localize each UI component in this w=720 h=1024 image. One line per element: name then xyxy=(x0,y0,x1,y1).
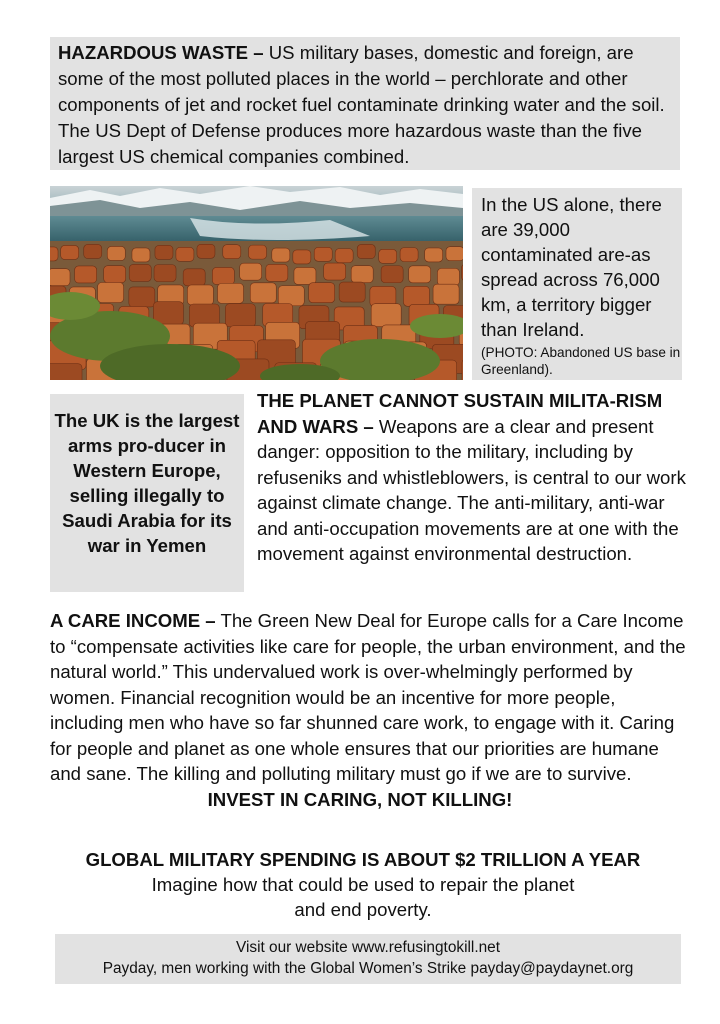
barrel xyxy=(50,269,70,286)
photo-caption: (PHOTO: Abandoned US base in Greenland). xyxy=(481,345,681,377)
barrel xyxy=(240,263,262,280)
military-spending-section xyxy=(0,848,720,922)
barrel xyxy=(223,245,241,259)
barrel xyxy=(50,247,58,261)
hazardous-waste-box xyxy=(50,37,680,170)
footer-contact: Payday, men working with the Global Women’s Strike payday@paydaynet.org xyxy=(102,959,634,977)
footer-website: Visit our website www.refusingtokill.net xyxy=(235,939,501,956)
uk-arms-box xyxy=(50,394,244,592)
barrel xyxy=(437,268,459,285)
barrel xyxy=(129,264,151,281)
barrel xyxy=(84,244,102,258)
barrel xyxy=(293,250,311,264)
hazardous-waste-body: US military bases, domestic and foreign, are some of the most polluted places in the world – perchlorate and other components of jet and rocket fuel contaminate drinking water and the soil. The US Dept of Defense produces more hazardous waste than the five largest US chemical companies combined. xyxy=(58,42,665,167)
barrel xyxy=(132,248,150,262)
military-spending-title: GLOBAL MILITARY SPENDING IS ABOUT $2 TRILLION A YEAR xyxy=(85,849,641,870)
barrel xyxy=(61,245,79,259)
planet-militarism-body: Weapons are a clear and present danger: opposition to the military, including by refuseniks and whistleblowers, is central to our work against climate change. The anti-military, anti-war and anti-occupation movements are at one with the movement against environmental destruction. xyxy=(257,415,686,564)
barrel xyxy=(379,249,397,263)
care-slogan: INVEST IN CARING, NOT KILLING! xyxy=(207,788,513,810)
care-income-body: The Green New Deal for Europe calls for a Care Income to “compensate activities like care for people, the urban environment, and the natural world.” This undervalued work is over-whelmingly performed by women. Financial recognition would be an incentive for more people, including men who have so far shunned care work, to engage with it. Caring for people and planet as one whole ensures that our priorities are humane and sane. The killing and polluting military must go if we are to survive. xyxy=(50,610,686,784)
barrel xyxy=(183,269,205,286)
barrel xyxy=(462,264,463,281)
barrel xyxy=(129,287,155,307)
barrel xyxy=(351,266,373,283)
contaminated-areas-box xyxy=(472,188,682,380)
barrel xyxy=(225,304,255,327)
barrel xyxy=(249,245,267,259)
barrel xyxy=(309,283,335,303)
barrel xyxy=(446,247,463,261)
barrel xyxy=(324,263,346,280)
barrel xyxy=(154,265,176,282)
military-spending-line-2: and end poverty. xyxy=(294,899,432,920)
footer-box xyxy=(55,934,681,984)
abandoned-barrels-photo xyxy=(50,186,463,380)
barrel xyxy=(75,266,97,283)
planet-militarism-section xyxy=(257,388,687,567)
barrel xyxy=(176,247,194,261)
barrel xyxy=(294,267,316,284)
barrels-illustration xyxy=(50,186,463,380)
planet-militarism-heading: THE PLANET CANNOT SUSTAIN MILITA-RISM AND WARS – xyxy=(257,390,663,437)
barrel xyxy=(104,266,126,283)
barrel xyxy=(266,264,288,281)
military-spending-line-1: Imagine how that could be used to repair the planet xyxy=(151,874,575,895)
barrel xyxy=(197,244,215,258)
barrel xyxy=(381,266,403,283)
barrel xyxy=(335,249,353,263)
barrel xyxy=(371,304,401,327)
barrel xyxy=(272,248,290,262)
barrel xyxy=(400,248,418,262)
barrel xyxy=(339,282,365,302)
barrel xyxy=(314,247,332,261)
barrel xyxy=(403,286,429,306)
barrel xyxy=(98,282,124,302)
barrel xyxy=(50,364,82,380)
care-income-heading: A CARE INCOME – xyxy=(50,610,216,631)
barrel xyxy=(187,285,213,305)
barrel xyxy=(425,248,443,262)
contaminated-areas-text: In the US alone, there are 39,000 contaminated are-as spread across 76,000 km, a territory bigger than Ireland. xyxy=(481,194,662,340)
uk-arms-text: The UK is the largest arms pro-ducer in Western Europe, selling illegally to Saudi Arabia for its war in Yemen xyxy=(54,410,240,556)
barrel xyxy=(278,286,304,306)
barrel xyxy=(155,245,173,259)
care-income-section xyxy=(50,608,690,812)
barrel xyxy=(218,283,244,303)
barrel xyxy=(250,283,276,303)
barrel xyxy=(212,267,234,284)
barrel xyxy=(462,359,463,380)
barrel xyxy=(107,246,125,260)
barrel xyxy=(357,244,375,258)
barrel xyxy=(409,266,431,283)
hazardous-waste-heading: HAZARDOUS WASTE – xyxy=(58,42,264,63)
barrel xyxy=(433,284,459,304)
